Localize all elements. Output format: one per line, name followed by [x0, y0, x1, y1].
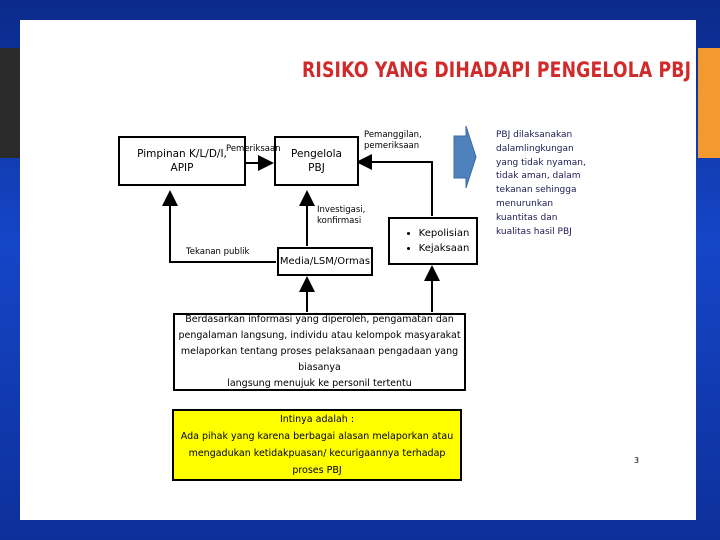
- box-media: Media/LSM/Ormas: [277, 247, 373, 276]
- right-arrow-icon: [454, 126, 476, 188]
- info-line-4: langsung menujuk ke personil tertentu: [227, 378, 412, 389]
- label-pemanggilan: [364, 130, 422, 152]
- page-number: 3: [634, 456, 640, 465]
- right-text-line: menurunkan: [496, 198, 554, 209]
- right-text-line: PBJ dilaksanakan: [496, 130, 573, 140]
- pengelola-line-2: PBJ: [308, 162, 325, 174]
- label-pemanggilan-line-2: pemeriksaan: [364, 141, 420, 151]
- info-line-2: pengalaman langsung, individu atau kelompok masyarakat: [178, 330, 461, 341]
- label-tekanan-publik: Tekanan publik: [186, 247, 250, 257]
- kepolisian-list: [397, 226, 470, 256]
- kepolisian-item: • Kepolisian: [419, 226, 470, 241]
- right-text-line: kuantitas dan: [496, 212, 558, 223]
- intinya-line-1: Ada pihak yang karena berbagai alasan melaporkan atau: [180, 431, 454, 442]
- right-accent-bar: [698, 48, 720, 158]
- label-pemeriksaan: Pemeriksaan: [226, 144, 281, 154]
- box-intinya: [172, 409, 462, 481]
- right-description: [496, 129, 586, 239]
- slide-title: RISIKO YANG DIHADAPI PENGELOLA PBJ: [302, 58, 692, 82]
- right-text-line: tidak aman, dalam: [496, 171, 581, 182]
- left-accent-bar: [0, 48, 22, 158]
- intinya-title: Intinya adalah :: [279, 414, 355, 425]
- info-line-1: Berdasarkan informasi yang diperoleh, pengamatan dan: [185, 314, 454, 325]
- box-pengelola: [274, 136, 359, 186]
- info-line-3: melaporkan tentang proses pelaksanaan pengadaan yang biasanya: [180, 346, 459, 373]
- right-text-line: kualitas hasil PBJ: [496, 226, 572, 237]
- right-text-line: yang tidak nyaman,: [496, 157, 586, 168]
- right-text-line: tekanan sehingga: [496, 185, 577, 196]
- label-investigasi-line-2: konfirmasi: [317, 216, 362, 226]
- box-kepolisian: [388, 217, 478, 265]
- box-info: [173, 313, 466, 391]
- pimpinan-line-2: APIP: [170, 162, 194, 174]
- label-investigasi-line-1: Investigasi,: [317, 205, 366, 215]
- kejaksaan-item: • Kejaksaan: [419, 241, 470, 256]
- right-text-line: dalamlingkungan: [496, 143, 574, 154]
- pimpinan-line-1: Pimpinan K/L/D/I,: [137, 148, 227, 160]
- arrow-pemanggilan: [358, 162, 432, 216]
- pengelola-line-1: Pengelola: [291, 148, 342, 160]
- label-pemanggilan-line-1: Pemanggilan,: [364, 130, 422, 140]
- slide: [20, 20, 696, 520]
- label-investigasi: [317, 205, 365, 227]
- intinya-line-2: mengadukan ketidakpuasan/ kecurigaannya terhadap proses PBJ: [188, 448, 446, 476]
